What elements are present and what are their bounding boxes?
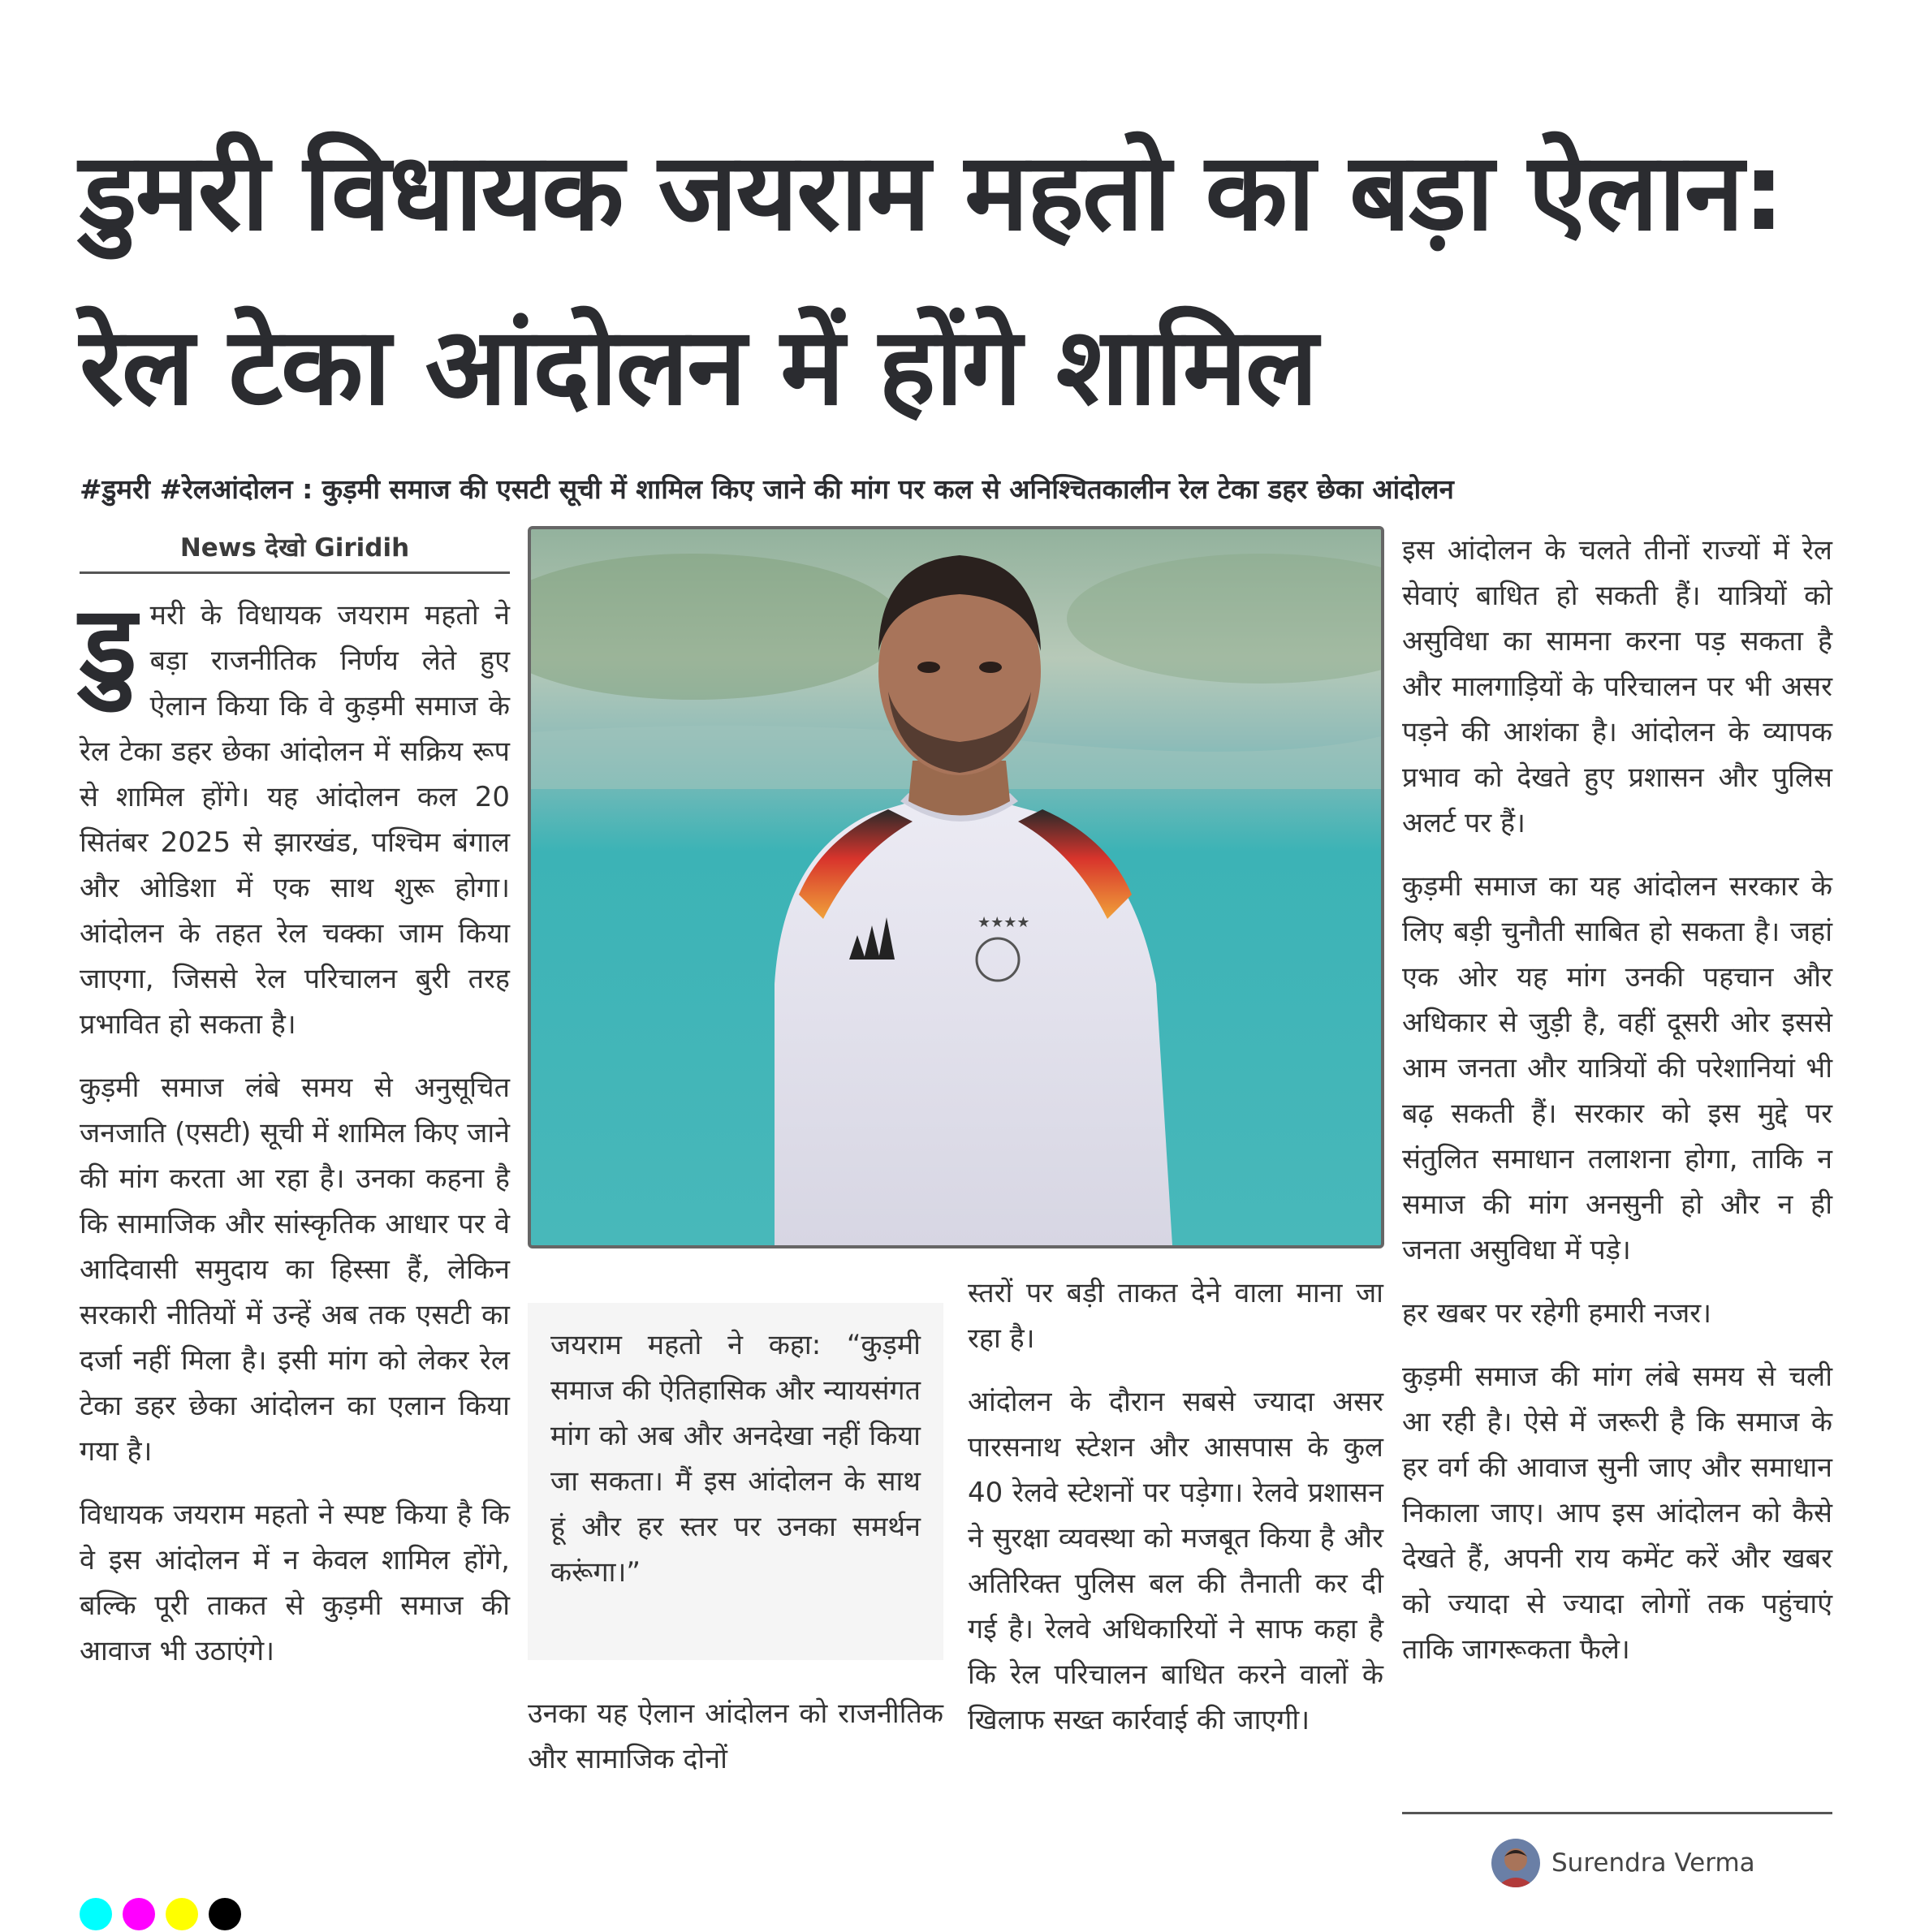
article-column-3	[968, 1270, 1383, 1761]
headline: डुमरी विधायक जयराम महतो का बड़ा ऐलान: रेल टेका आंदोलन में होंगे शामिल	[80, 130, 1784, 429]
paragraph: उनका यह ऐलान आंदोलन को राजनीतिक और सामाजिक दोनों	[528, 1697, 943, 1775]
yellow-dot-icon	[166, 1898, 198, 1930]
paragraph: हर खबर पर रहेगी हमारी नजर।	[1402, 1297, 1712, 1330]
article-column-4	[1402, 528, 1832, 1690]
paragraph: कुड़मी समाज लंबे समय से अनुसूचित जनजाति (एसटी) सूची में शामिल किए जाने की मांग करता आ रहा है। उनका कहना है कि सामाजिक और सांस्कृतिक आधार पर वे आदिवासी समुदाय का हिस्सा हैं, लेकिन सरकारी नीतियों में उन्हें अब तक एसटी का दर्जा नहीं मिला है। इसी मांग को लेकर रेल टेका डहर छेका आंदोलन का एलान किया गया है।	[80, 1072, 510, 1468]
article-column-2	[528, 1691, 943, 1800]
svg-text:★★★★: ★★★★	[977, 914, 1030, 931]
author-avatar	[1491, 1839, 1540, 1887]
pull-quote: जयराम महतो ने कहा: “कुड़मी समाज की ऐतिहासिक और न्यायसंगत मांग को अब और अनदेखा नहीं किया जा सकता। मैं इस आंदोलन के साथ हूं और हर स्तर पर उनका समर्थन करूंगा।”	[528, 1303, 943, 1660]
paragraph: कुड़मी समाज का यह आंदोलन सरकार के लिए बड़ी चुनौती साबित हो सकता है। जहां एक ओर यह मांग उनकी पहचान और अधिकार से जुड़ी है, वहीं दूसरी ओर इससे आम जनता और यात्रियों की परेशानियां भी बढ़ सकती हैं। सरकार को इस मुद्दे पर संतुलित समाधान तलाशना होगा, ताकि न समाज की मांग अनसुनी हो और न ही जनता असुविधा में पड़े।	[1402, 870, 1833, 1266]
subheadline: #डुमरी #रेलआंदोलन : कुड़मी समाज की एसटी सूची में शामिल किए जाने की मांग पर कल से अनिश्चितकालीन रेल टेका डहर छेका आंदोलन	[80, 473, 1454, 505]
article-column-1	[80, 583, 510, 1692]
black-dot-icon	[209, 1898, 241, 1930]
source-byline: News देखो Giridih	[179, 533, 410, 563]
dropcap: डु	[80, 583, 137, 708]
author-divider	[1402, 1812, 1832, 1814]
magenta-dot-icon	[123, 1898, 155, 1930]
paragraph: आंदोलन के दौरान सबसे ज्यादा असर पारसनाथ स्टेशन और आसपास के कुल 40 रेलवे स्टेशनों पर पड़ेगा। रेलवे प्रशासन ने सुरक्षा व्यवस्था को मजबूत किया है और अतिरिक्त पुलिस बल की तैनाती कर दी गई है। रेलवे अधिकारियों ने साफ कहा है कि रेल परिचालन बाधित करने वालों के खिलाफ सख्त कार्रवाई की जाएगी।	[968, 1386, 1383, 1736]
portrait-image	[531, 529, 1381, 1245]
paragraph: स्तरों पर बड़ी ताकत देने वाला माना जा रहा है।	[968, 1277, 1383, 1355]
lead-paragraph	[80, 583, 510, 1047]
author-byline	[1491, 1837, 1755, 1889]
author-name: Surendra Verma	[1551, 1848, 1755, 1878]
article-photo	[528, 526, 1384, 1248]
paragraph: विधायक जयराम महतो ने स्पष्ट किया है कि वे इस आंदोलन में न केवल शामिल होंगे, बल्कि पूरी ताकत से कुड़मी समाज की आवाज भी उठाएंगे।	[80, 1499, 510, 1667]
lead-paragraph-text: मरी के विधायक जयराम महतो ने बड़ा राजनीतिक निर्णय लेते हुए ऐलान किया कि वे कुड़मी समाज के रेल टेका डहर छेका आंदोलन में सक्रिय रूप से शामिल होंगे। यह आंदोलन कल 20 सितंबर 2025 से झारखंड, पश्चिम बंगाल और ओडिशा में एक साथ शुरू होगा। आंदोलन के तहत रेल चक्का जाम किया जाएगा, जिससे रेल परिचालन बुरी तरह प्रभावित हो सकता है।	[80, 599, 510, 1041]
byline-divider	[80, 571, 510, 574]
paragraph: इस आंदोलन के चलते तीनों राज्यों में रेल सेवाएं बाधित हो सकती हैं। यात्रियों को असुविधा का सामना करना पड़ सकता है और मालगाड़ियों के परिचालन पर भी असर पड़ने की आशंका है। आंदोलन के व्यापक प्रभाव को देखते हुए प्रशासन और पुलिस अलर्ट पर हैं।	[1402, 534, 1832, 839]
cyan-dot-icon	[80, 1898, 112, 1930]
paragraph: कुड़मी समाज की मांग लंबे समय से चली आ रही है। ऐसे में जरूरी है कि समाज के हर वर्ग की आवाज सुनी जाए और समाधान निकाला जाए। आप इस आंदोलन को कैसे देखते हैं, अपनी राय कमेंट करें और खबर को ज्यादा से ज्यादा लोगों तक पहुंचाएं ताकि जागरूकता फैले।	[1402, 1361, 1832, 1666]
